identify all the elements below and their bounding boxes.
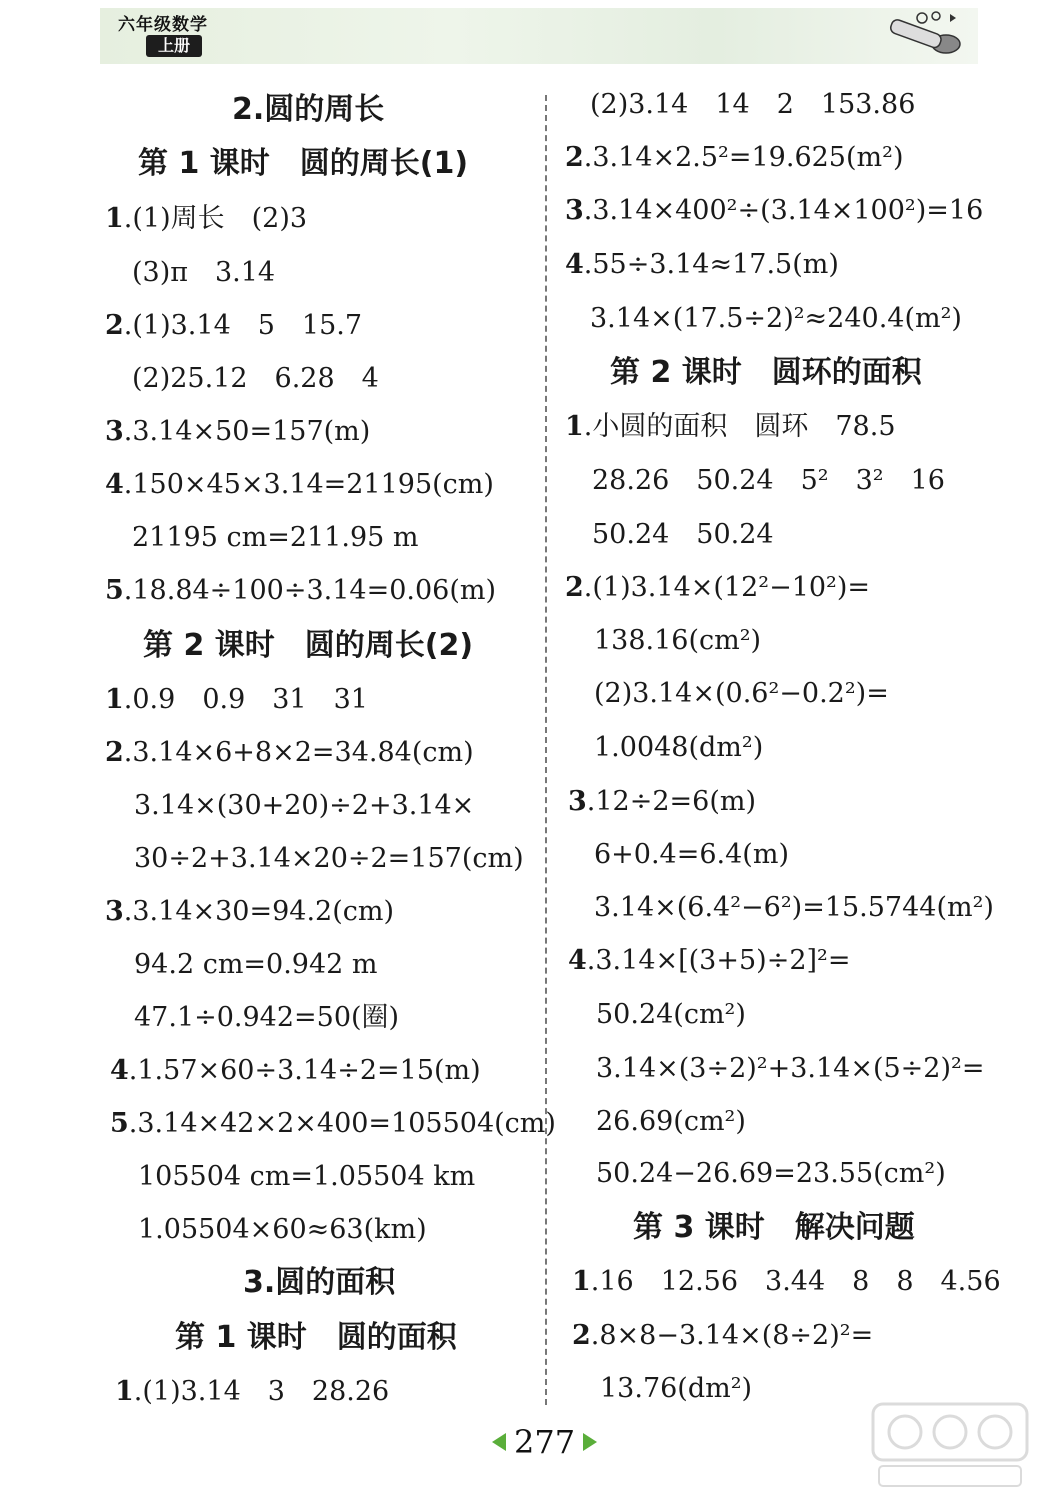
answer-text: (2)3.14×(0.6²−0.2²)= <box>594 678 889 709</box>
answer-text: 47.1÷0.942=50(圈) <box>134 1002 400 1033</box>
section-heading: 3.圆的面积 <box>243 1265 396 1300</box>
answer-line <box>110 1107 556 1141</box>
answer-line <box>105 468 494 502</box>
answer-line <box>592 518 774 552</box>
page-number: 277 <box>514 1423 576 1461</box>
answer-text: .3.14×42×2×400=105504(cm) <box>128 1108 556 1139</box>
answer-line <box>105 895 394 929</box>
question-number: 5 <box>105 575 124 606</box>
question-number: 1 <box>105 203 124 234</box>
question-number: 3 <box>105 896 124 927</box>
answer-text: 138.16(cm²) <box>594 625 762 656</box>
question-number: 1 <box>105 684 124 715</box>
answer-line <box>132 362 379 396</box>
question-number: 4 <box>568 945 587 976</box>
answer-line <box>596 1157 946 1191</box>
watermark-logo-icon <box>865 1400 1035 1492</box>
answer-line <box>134 789 474 823</box>
section-heading: 2.圆的周长 <box>232 92 385 127</box>
answer-text: .3.14×[(3+5)÷2]²= <box>586 945 851 976</box>
question-number: 3 <box>568 786 587 817</box>
answer-text: .1.57×60÷3.14÷2=15(m) <box>128 1055 481 1086</box>
answer-line <box>134 842 524 876</box>
answer-text: 3.14×(3÷2)²+3.14×(5÷2)²= <box>596 1053 985 1084</box>
answer-line <box>590 88 915 122</box>
question-number: 2 <box>105 737 124 768</box>
page-number-footer <box>492 1420 597 1464</box>
answer-line <box>110 1054 481 1088</box>
answer-text: .3.14×400²÷(3.14×100²)=16 <box>583 195 984 226</box>
question-number: 1 <box>565 411 584 442</box>
answer-line <box>132 521 418 555</box>
section-heading: 第 2 课时 圆环的面积 <box>610 355 922 390</box>
answer-text: 6+0.4=6.4(m) <box>594 839 789 870</box>
section-heading: 第 1 课时 圆的周长(1) <box>138 146 469 181</box>
page-header-banner <box>100 8 978 64</box>
answer-line <box>594 731 763 765</box>
answer-text: (3)π 3.14 <box>132 257 276 288</box>
answer-line <box>134 948 378 982</box>
answer-line <box>132 256 275 290</box>
answer-line <box>596 998 746 1032</box>
question-number: 1 <box>115 1376 134 1407</box>
answer-text: .150×45×3.14=21195(cm) <box>123 469 494 500</box>
answer-line <box>568 785 756 819</box>
answer-line <box>594 624 761 658</box>
answer-line <box>105 574 496 608</box>
answer-line <box>596 1052 984 1086</box>
answer-line <box>105 309 362 343</box>
answer-text: .(1)周长 (2)3 <box>123 203 308 234</box>
answer-text: 105504 cm=1.05504 km <box>138 1161 476 1192</box>
question-number: 2 <box>565 142 584 173</box>
answer-line <box>105 202 307 236</box>
answer-text: .3.14×30=94.2(cm) <box>123 896 395 927</box>
answer-text: (2)25.12 6.28 4 <box>132 363 379 394</box>
answer-text: 3.14×(17.5÷2)²≈240.4(m²) <box>590 303 962 334</box>
question-number: 4 <box>105 469 124 500</box>
question-number: 4 <box>110 1055 129 1086</box>
answer-text: .3.14×2.5²=19.625(m²) <box>583 142 904 173</box>
answer-line <box>594 891 994 925</box>
answer-line <box>596 1105 746 1139</box>
answer-text: 1.05504×60≈63(km) <box>138 1214 427 1245</box>
right-arrow-icon <box>583 1433 597 1451</box>
answer-text: 26.69(cm²) <box>596 1106 746 1137</box>
answer-line <box>568 944 850 978</box>
answer-text: .小圆的面积 圆环 78.5 <box>583 411 896 442</box>
answer-text: .8×8−3.14×(8÷2)²= <box>590 1320 874 1351</box>
grade-label: 六年级数学 <box>118 15 208 35</box>
answer-line <box>572 1265 1001 1299</box>
answer-text: 1.0048(dm²) <box>594 732 764 763</box>
answer-line <box>138 1213 427 1247</box>
question-number: 3 <box>565 195 584 226</box>
answer-text: 3.14×(30+20)÷2+3.14× <box>134 790 475 821</box>
answer-text: .(1)3.14 5 15.7 <box>123 310 363 341</box>
answer-line <box>105 736 474 770</box>
answer-text: .0.9 0.9 31 31 <box>123 684 368 715</box>
answer-line <box>572 1319 873 1353</box>
term-badge: 上册 <box>146 35 202 57</box>
answer-text: 50.24−26.69=23.55(cm²) <box>596 1158 946 1189</box>
answer-text: 21195 cm=211.95 m <box>132 522 419 553</box>
answer-text: .3.14×50=157(m) <box>123 416 371 447</box>
answer-line <box>565 248 839 282</box>
answer-line <box>594 677 889 711</box>
answer-text: 28.26 50.24 5² 3² 16 <box>592 465 945 496</box>
section-heading: 第 3 课时 解决问题 <box>633 1210 915 1245</box>
question-number: 5 <box>110 1108 129 1139</box>
answer-line <box>565 410 896 444</box>
answer-text: .(1)3.14×(12²−10²)= <box>583 572 871 603</box>
answer-text: 30÷2+3.14×20÷2=157(cm) <box>134 843 524 874</box>
answer-line <box>565 141 903 175</box>
answer-text: .12÷2=6(m) <box>586 786 757 817</box>
answer-text: .(1)3.14 3 28.26 <box>133 1376 390 1407</box>
answer-line <box>565 194 983 228</box>
answer-line <box>594 838 789 872</box>
answer-text: .55÷3.14≈17.5(m) <box>583 249 839 280</box>
question-number: 4 <box>565 249 584 280</box>
answer-line <box>565 571 870 605</box>
question-number: 2 <box>105 310 124 341</box>
answer-line <box>590 302 962 336</box>
answer-text: 13.76(dm²) <box>600 1373 753 1404</box>
answer-line <box>134 1001 399 1035</box>
answer-text: (2)3.14 14 2 153.86 <box>590 89 916 120</box>
left-arrow-icon <box>492 1433 506 1451</box>
question-number: 2 <box>565 572 584 603</box>
answer-text: 50.24(cm²) <box>596 999 746 1030</box>
answer-line <box>600 1372 752 1406</box>
question-number: 2 <box>572 1320 591 1351</box>
telescope-illustration-icon <box>884 8 964 62</box>
answer-text: 94.2 cm=0.942 m <box>134 949 378 980</box>
answer-text: 3.14×(6.4²−6²)=15.5744(m²) <box>594 892 994 923</box>
column-divider <box>545 95 547 1405</box>
answer-text: .3.14×6+8×2=34.84(cm) <box>123 737 474 768</box>
section-heading: 第 2 课时 圆的周长(2) <box>143 628 474 663</box>
answer-text: 50.24 50.24 <box>592 519 774 550</box>
answer-text: .16 12.56 3.44 8 8 4.56 <box>590 1266 1001 1297</box>
answer-text: .18.84÷100÷3.14=0.06(m) <box>123 575 496 606</box>
answer-line <box>105 415 370 449</box>
answer-line <box>115 1375 389 1409</box>
section-heading: 第 1 课时 圆的面积 <box>175 1320 457 1355</box>
answer-line <box>138 1160 475 1194</box>
question-number: 3 <box>105 416 124 447</box>
answer-line <box>592 464 945 498</box>
answer-line <box>105 683 368 717</box>
question-number: 1 <box>572 1266 591 1297</box>
